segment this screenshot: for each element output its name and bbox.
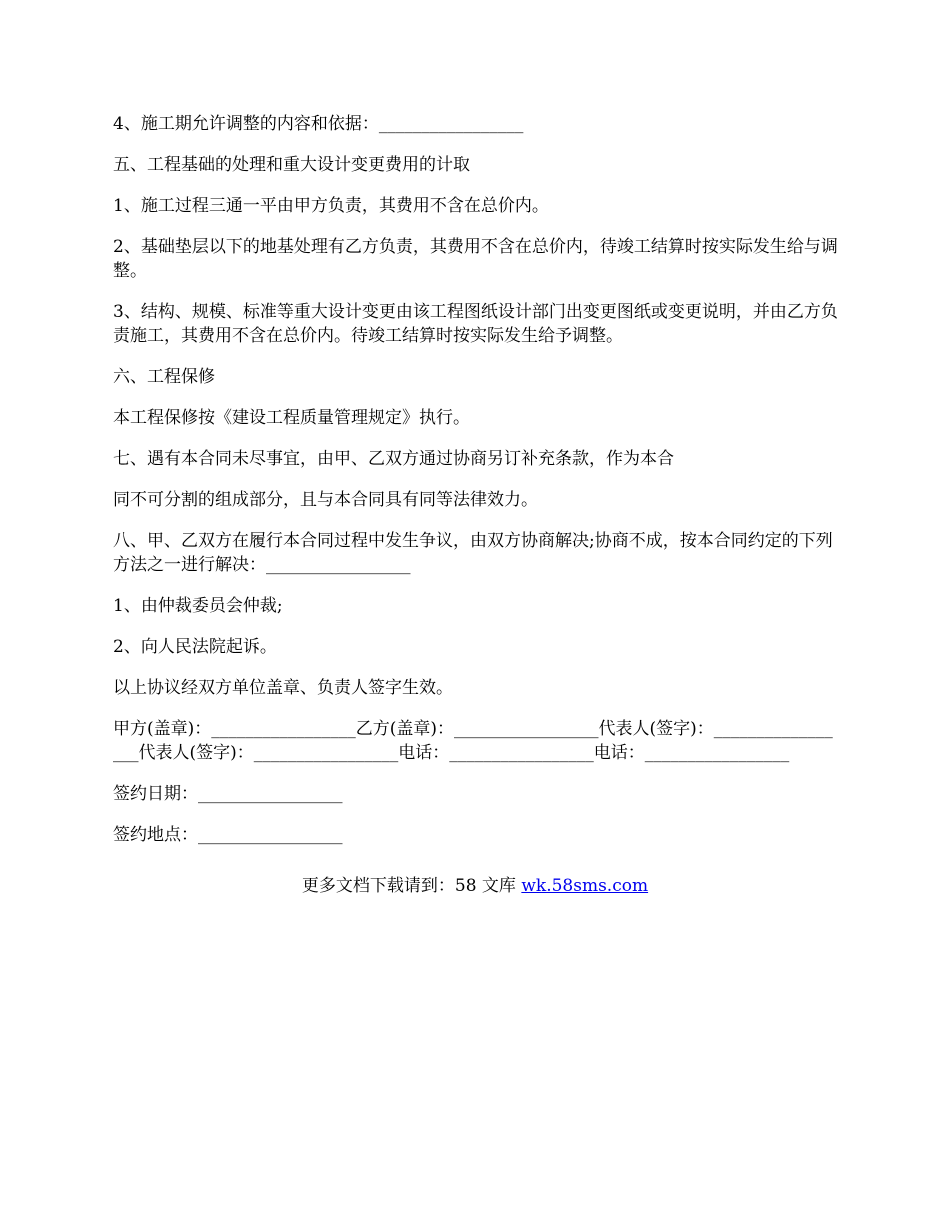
clause-5-3: 3、结构、规模、标准等重大设计变更由该工程图纸设计部门出变更图纸或变更说明，并由乙方负责施工，其费用不含在总价内。待竣工结算时按实际发生给予调整。 bbox=[113, 302, 838, 346]
section-6-heading: 六、工程保修 bbox=[113, 367, 215, 387]
signing-date: 签约日期：_________________ bbox=[113, 784, 343, 804]
section-7-line-2: 同不可分割的组成部分，且与本合同具有同等法律效力。 bbox=[113, 490, 538, 510]
clause-6-body: 本工程保修按《建设工程质量管理规定》执行。 bbox=[113, 408, 470, 428]
download-footer bbox=[0, 874, 950, 898]
signing-place: 签约地点：_________________ bbox=[113, 825, 343, 845]
footer-text: 更多文档下载请到：58 文库 bbox=[301, 876, 522, 896]
clause-5-1: 1、施工过程三通一平由甲方负责，其费用不含在总价内。 bbox=[113, 196, 549, 216]
section-8-body: 八、甲、乙双方在履行本合同过程中发生争议，由双方协商解决;协商不成，按本合同约定的下列方法之一进行解决：_________________ bbox=[113, 531, 833, 575]
dispute-option-2: 2、向人民法院起诉。 bbox=[113, 637, 277, 657]
document-body bbox=[113, 112, 838, 864]
clause-4-adjustment: 4、施工期允许调整的内容和依据：_________________ bbox=[113, 114, 524, 134]
clause-5-2: 2、基础垫层以下的地基处理有乙方负责，其费用不含在总价内，待竣工结算时按实际发生给与调整。 bbox=[113, 237, 838, 281]
footer-link[interactable]: wk.58sms.com bbox=[521, 876, 649, 896]
section-7-line-1: 七、遇有本合同未尽事宜，由甲、乙双方通过协商另订补充条款，作为本合 bbox=[113, 449, 674, 469]
effective-statement: 以上协议经双方单位盖章、负责人签字生效。 bbox=[113, 678, 453, 698]
dispute-option-1: 1、由仲裁委员会仲裁; bbox=[113, 596, 283, 616]
section-5-heading: 五、工程基础的处理和重大设计变更费用的计取 bbox=[113, 155, 470, 175]
signature-block: 甲方(盖章)：_________________乙方(盖章)：_________________代表人(签字)：_________________代表人(签字)：_________________电话：_________________电话：_________________ bbox=[113, 719, 833, 763]
